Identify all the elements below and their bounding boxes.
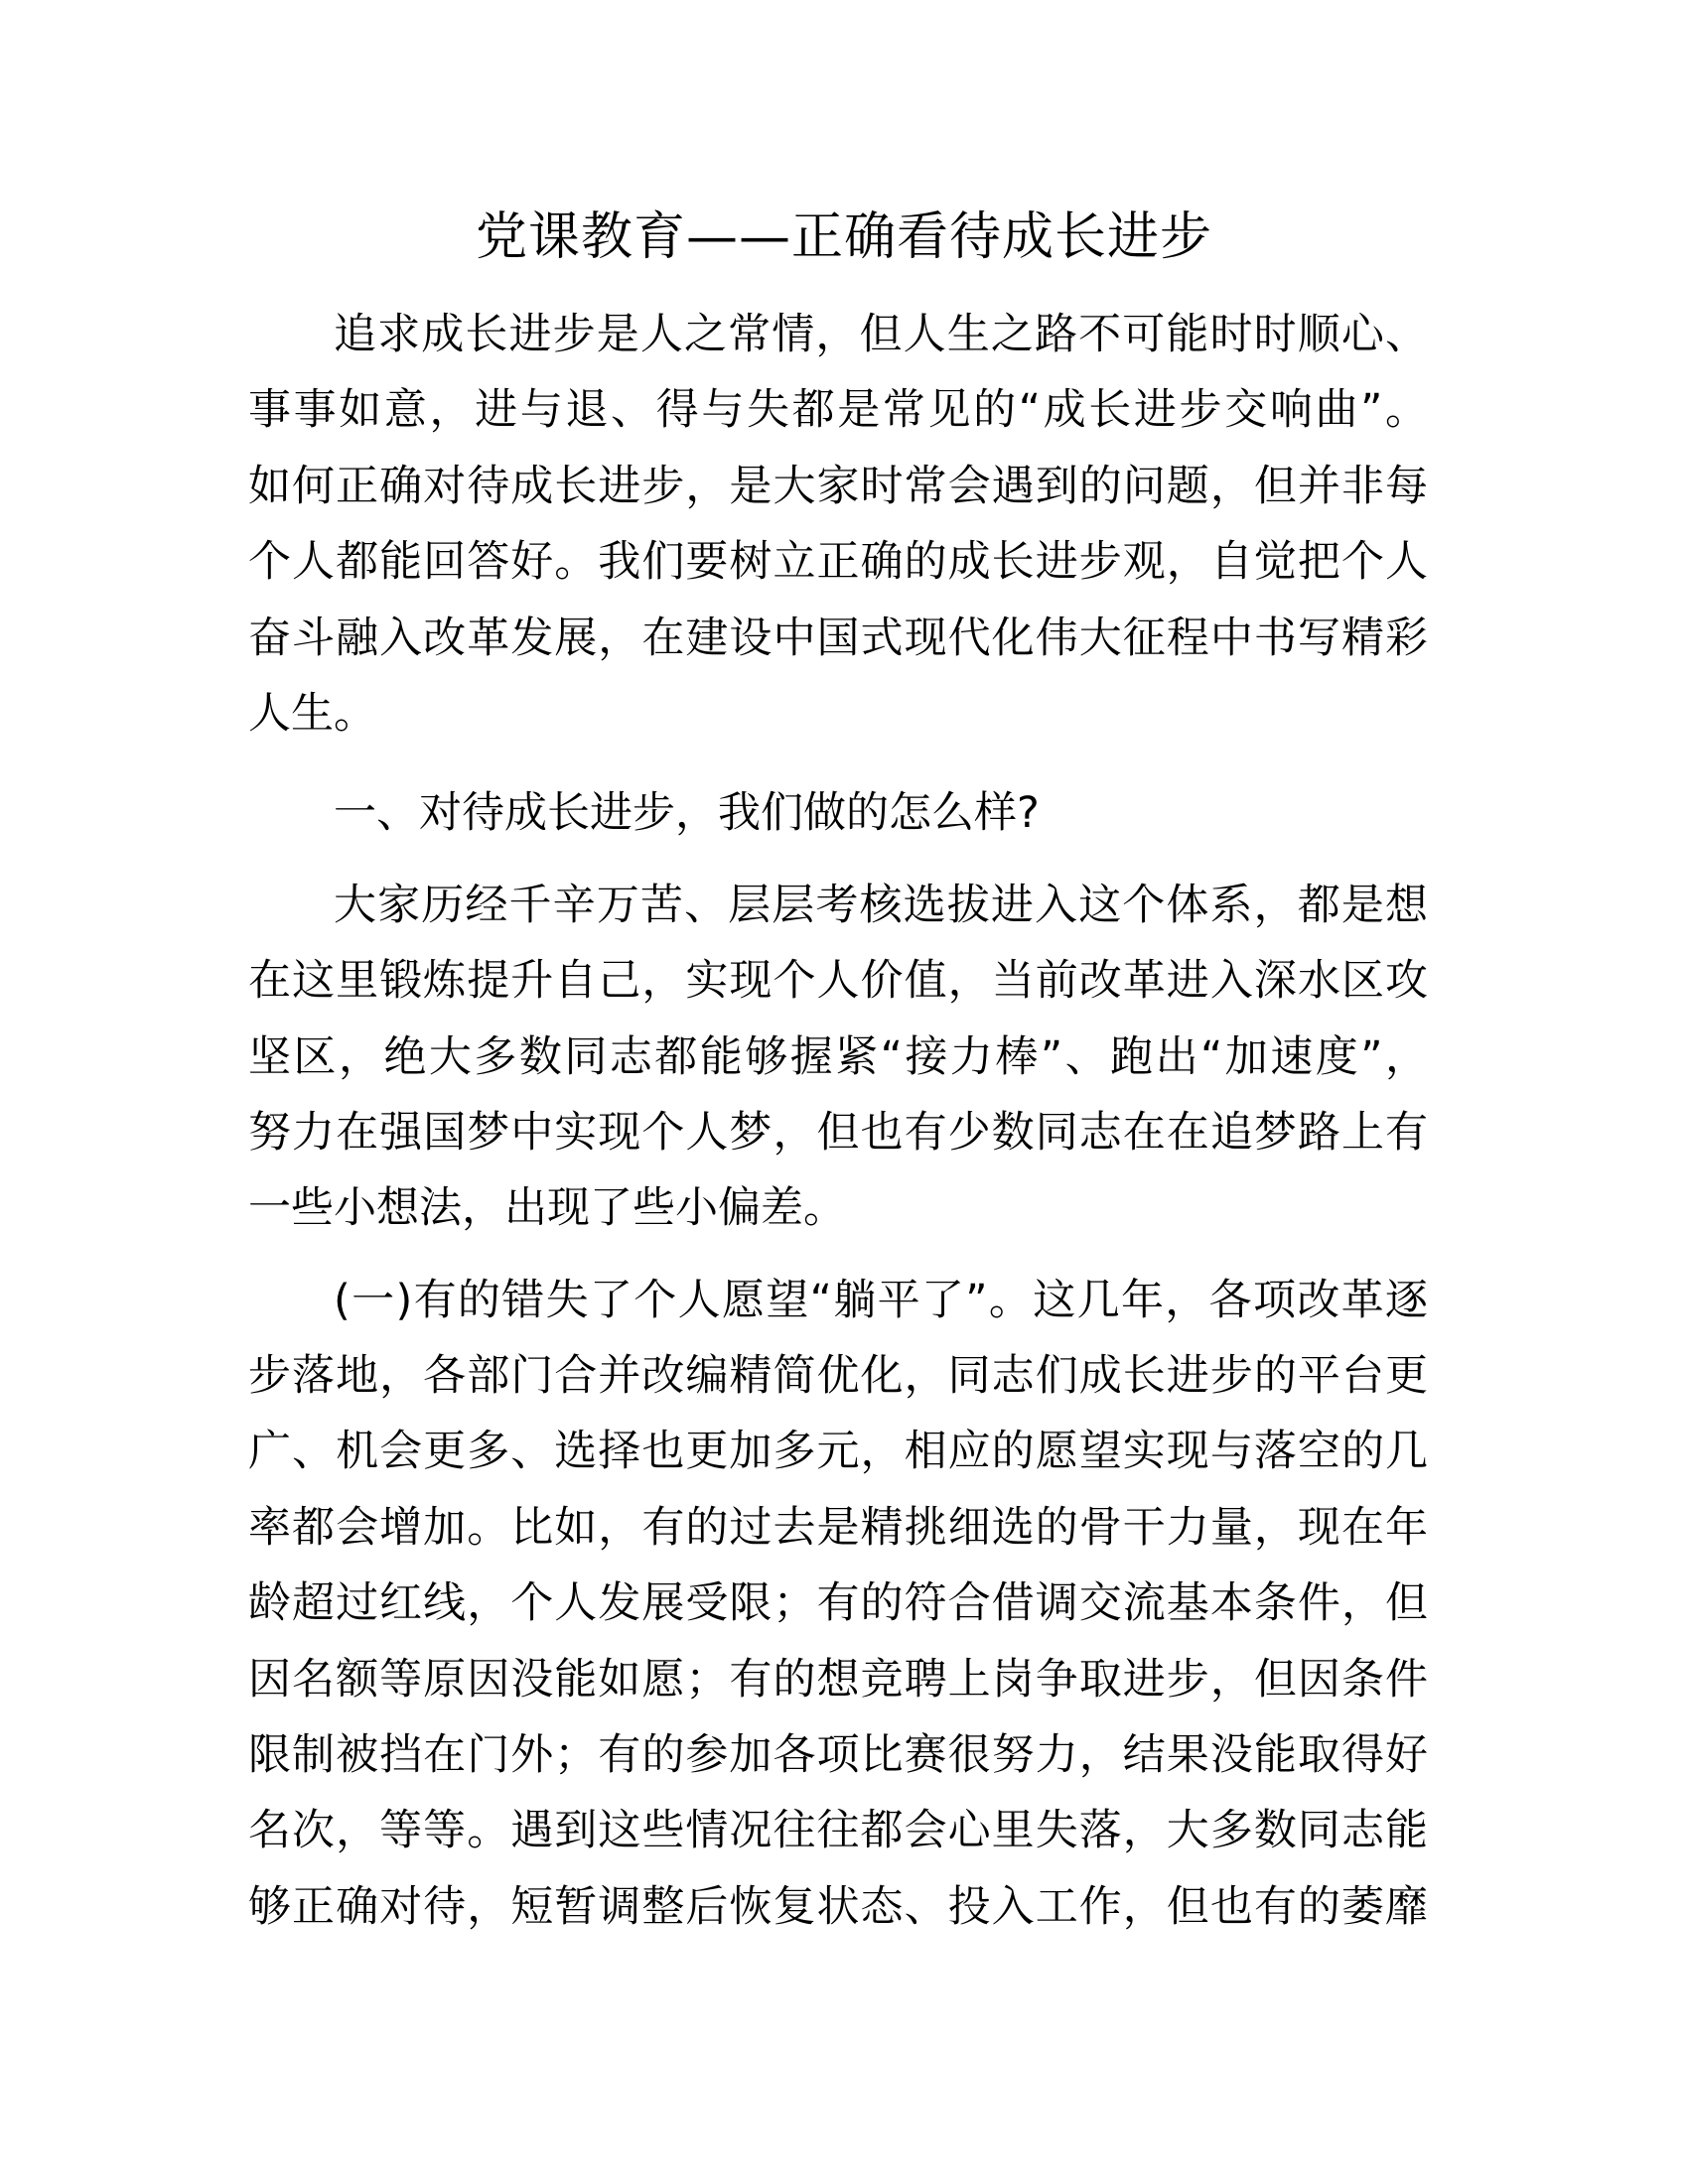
section-heading	[248, 775, 1428, 851]
text-line: 事事如意，进与退、得与失都是常见的“成长进步交响曲”。	[248, 385, 1428, 436]
paragraph	[248, 868, 1428, 1247]
text-line: 奋斗融入改革发展，在建设中国式现代化伟大征程中书写精彩	[248, 613, 1428, 663]
text-line: 追求成长进步是人之常情，但人生之路不可能时时顺心、	[334, 310, 1428, 359]
text-line: 如何正确对待成长进步，是大家时常会遇到的问题，但并非每	[248, 461, 1428, 511]
text-line: 个人都能回答好。我们要树立正确的成长进步观，自觉把个人	[248, 537, 1428, 588]
text-line: 因名额等原因没能如愿；有的想竞聘上岗争取进步，但因条件	[248, 1654, 1428, 1705]
text-line: 在这里锻炼提升自己，实现个人价值，当前改革进入深水区攻	[248, 956, 1428, 1007]
text-line: 人生。	[248, 688, 376, 739]
text-line: 率都会增加。比如，有的过去是精挑细选的骨干力量，现在年	[248, 1502, 1428, 1553]
text-line: 坚区，绝大多数同志都能够握紧“接力棒”、跑出“加速度”，	[248, 1031, 1428, 1082]
document-title: 党课教育——正确看待成长进步	[475, 207, 1212, 267]
text-line: 龄超过红线，个人发展受限；有的符合借调交流基本条件，但	[248, 1578, 1428, 1629]
document-body	[248, 297, 1428, 1945]
text-line: 限制被挡在门外；有的参加各项比赛很努力，结果没能取得好	[248, 1730, 1428, 1781]
text-line: 一些小想法，出现了些小偏差。	[248, 1183, 846, 1234]
text-line: (一)有的错失了个人愿望“躺平了”。这几年，各项改革逐	[334, 1275, 1428, 1325]
paragraph	[248, 297, 1428, 751]
text-line: 大家历经千辛万苦、层层考核选拔进入这个体系，都是想	[334, 880, 1428, 930]
text-line: 够正确对待，短暂调整后恢复状态、投入工作，但也有的萎靡	[248, 1881, 1428, 1932]
paragraph	[248, 1263, 1428, 1946]
text-line: 广、机会更多、选择也更加多元，相应的愿望实现与落空的几	[248, 1427, 1428, 1477]
text-line: 努力在强国梦中实现个人梦，但也有少数同志在在追梦路上有	[248, 1107, 1428, 1158]
text-line: 步落地，各部门合并改编精简优化，同志们成长进步的平台更	[248, 1351, 1428, 1402]
text-line: 一、对待成长进步，我们做的怎么样?	[334, 788, 1040, 839]
text-line: 名次，等等。遇到这些情况往往都会心里失落，大多数同志能	[248, 1806, 1428, 1856]
